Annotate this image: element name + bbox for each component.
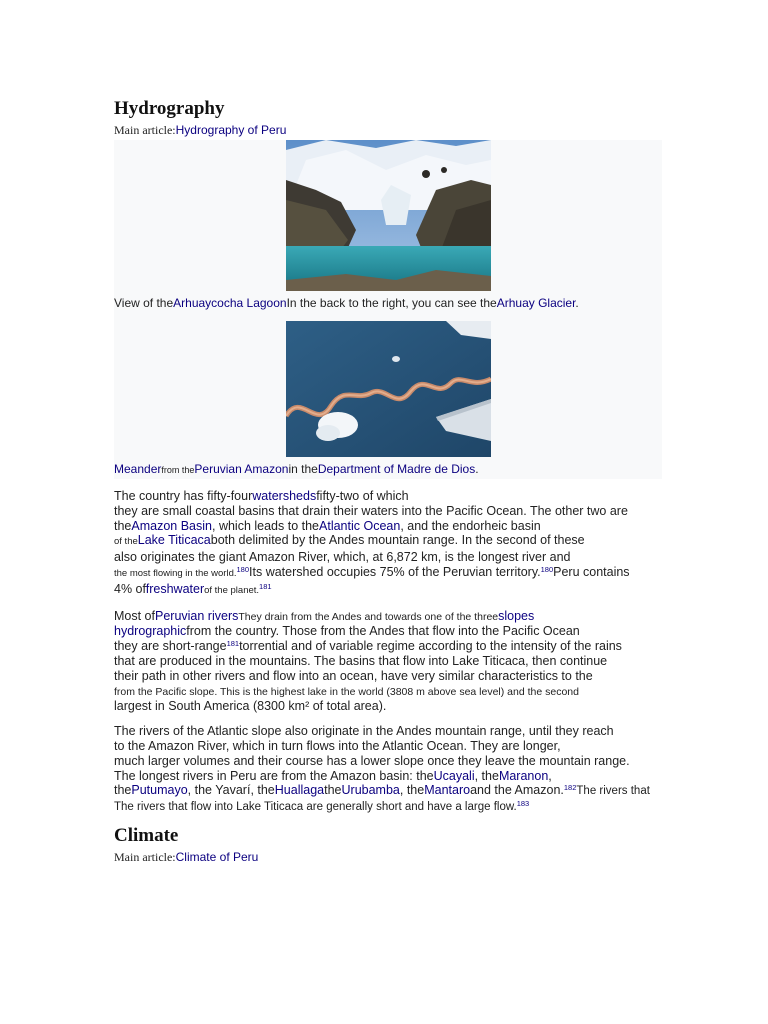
ref-181-a[interactable]: 181 bbox=[259, 581, 272, 591]
hydrography-heading: Hydrography bbox=[114, 98, 225, 119]
peruvian-rivers-link[interactable]: Peruvian rivers bbox=[155, 608, 239, 623]
hydrographic-link[interactable]: hydrographic bbox=[114, 624, 187, 639]
urubamba-link[interactable]: Urubamba bbox=[341, 783, 400, 798]
paragraph-atlantic-slope: The rivers of the Atlantic slope also originate in the Andes mountain range, until they reach to the Amazon River, which in turn flows into the Atlantic Ocean. They are longer, much larger volumes and their course has a lower slope once they leave the mountain range. The longest rivers in Peru are from the Amazon basin: theUcayali, theMaranon, thePutumayo, the Yavarí, theHuallagatheUrubamba, theMantaroand the Amazon.$^{182}$The rivers that The rivers that flow into Lake Titicaca are generally short and have a large flow.$^{183}$ bbox=[114, 724, 650, 814]
hydrography-of-peru-link[interactable]: Hydrography of Peru bbox=[175, 123, 287, 137]
ucayali-link[interactable]: Ucayali bbox=[433, 768, 475, 783]
ref-182[interactable]: 182 bbox=[563, 783, 577, 793]
arhuay-glacier-link[interactable]: Arhuay Glacier bbox=[496, 296, 576, 310]
ref-180-b[interactable]: 180 bbox=[540, 564, 554, 574]
figure2-caption: Meanderfrom thePeruvian Amazonin theDepartment of Madre de Dios. bbox=[114, 462, 479, 476]
figure1-caption: View of theArhuaycocha LagoonIn the back to the right, you can see theArhuay Glacier. bbox=[114, 296, 579, 310]
lake-titicaca-link[interactable]: Lake Titicaca bbox=[137, 533, 211, 548]
amazon-basin-link[interactable]: Amazon Basin bbox=[131, 518, 212, 533]
meander-link[interactable]: Meander bbox=[114, 462, 162, 476]
watersheds-link[interactable]: watersheds bbox=[252, 489, 317, 503]
atlantic-ocean-link[interactable]: Atlantic Ocean bbox=[319, 518, 401, 533]
climate-of-peru-link[interactable]: Climate of Peru bbox=[175, 849, 259, 864]
paragraph-watersheds: The country has fifty-fourwatershedsfifty-two of which they are small coastal basins that drain their waters into the Pacific Ocean. The other two are theAmazon Basin, which leads to theAtlantic Ocean, and the endorheic basin of theLake Titicacaboth delimited by the Andes mountain range. In the second of these also originates the giant Amazon River, which, at 6,872 km, is the longest river and the most flowing in the world.$^{180}$Its watershed occupies 75% of the Peruvian territory.$^{180}$Peru contains 4% offreshwaterof the planet.$^{181}$ bbox=[114, 489, 630, 596]
huallaga-link[interactable]: Huallaga bbox=[274, 783, 325, 798]
climate-heading: Climate bbox=[114, 824, 179, 846]
meander-aerial-image[interactable] bbox=[286, 321, 491, 457]
article-content bbox=[114, 96, 662, 865]
maranon-link[interactable]: Maranon bbox=[498, 768, 549, 783]
putumayo-link[interactable]: Putumayo bbox=[131, 783, 188, 798]
ref-181-b[interactable]: 181 bbox=[226, 639, 240, 649]
mantaro-link[interactable]: Mantaro bbox=[424, 783, 471, 798]
hydrography-main-article: Main article:Hydrography of Peru bbox=[114, 123, 287, 137]
peruvian-amazon-link[interactable]: Peruvian Amazon bbox=[194, 462, 289, 476]
arhuaycocha-lagoon-image[interactable] bbox=[286, 140, 491, 291]
freshwater-link[interactable]: freshwater bbox=[145, 581, 205, 596]
slopes-link[interactable]: slopes bbox=[498, 608, 535, 623]
paragraph-rivers: Most ofPeruvian riversThey drain from the Andes and towards one of the threeslopes hydrographicfrom the country. Those from the Andes that flow into the Pacific Ocean they are short-range$^{181}$torrential and of variable regime according to the intensity of the rains that are produced in the mountains. The basins that flow into Lake Titicaca, then continue their path in other rivers and flow into an ocean, have very similar characteristics to the from the Pacific slope. This is the highest lake in the world (3808 m above sea level) and the second largest in South America (8300 km² of total area). bbox=[114, 608, 622, 714]
arhuaycocha-lagoon-link[interactable]: Arhuaycocha Lagoon bbox=[173, 296, 287, 310]
ref-180-a[interactable]: 180 bbox=[236, 564, 250, 574]
figure-gallery bbox=[114, 140, 662, 479]
climate-main-article: Main article:Climate of Peru bbox=[114, 849, 259, 864]
madre-de-dios-link[interactable]: Department of Madre de Dios bbox=[317, 462, 476, 476]
ref-183[interactable]: 183 bbox=[516, 799, 530, 809]
